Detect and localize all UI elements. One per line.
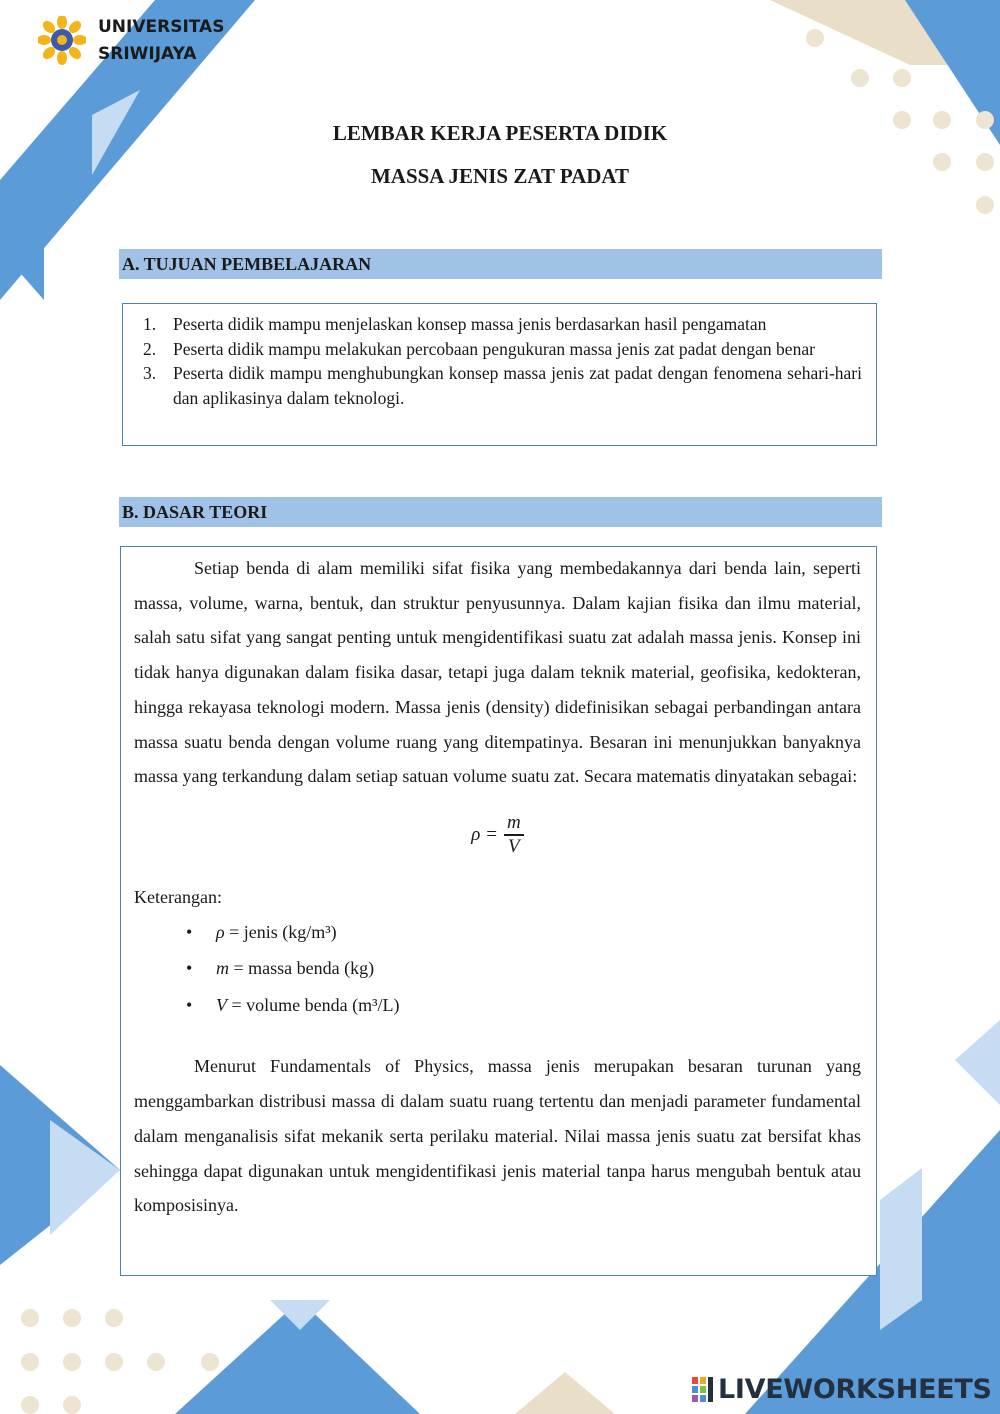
theory-paragraph-2: Menurut Fundamentals of Physics, massa jenis merupakan besaran turunan yang menggambarkan distribusi massa di dalam suatu ruang tertentu dan menjadi parameter fundamental dalam menganalisis sifat mekanik serta perilaku material. Nilai massa jenis suatu zat bersifat khas sehingga dapat digunakan untuk mengidentifikasi jenis material tanpa harus mengubah bentuk atau komposisinya. bbox=[134, 1056, 861, 1216]
definition-text: = volume benda (m³/L) bbox=[231, 994, 400, 1015]
formula-lhs: ρ = bbox=[471, 823, 498, 845]
deco-light-triangle-right bbox=[955, 1020, 1000, 1105]
university-name-line2: SRIWIJAYA bbox=[98, 44, 197, 64]
definition-text: = jenis (kg/m³) bbox=[229, 921, 337, 942]
deco-light-triangle-bottom-left bbox=[50, 1120, 120, 1235]
liveworksheets-wordmark: LIVEWORKSHEETS bbox=[718, 1374, 992, 1405]
definition-symbol: m bbox=[216, 958, 229, 979]
liveworksheets-grid-icon bbox=[692, 1377, 714, 1403]
bullet-icon: • bbox=[186, 921, 193, 942]
list-item-text: Peserta didik mampu menjelaskan konsep massa jenis berdasarkan hasil pengamatan bbox=[173, 314, 767, 334]
university-logo bbox=[38, 14, 224, 68]
list-item-number: 1. bbox=[143, 314, 157, 334]
university-name bbox=[98, 14, 224, 68]
worksheet-title: LEMBAR KERJA PESERTA DIDIK bbox=[332, 121, 668, 145]
density-formula bbox=[134, 806, 861, 864]
university-name-line1: UNIVERSITAS bbox=[98, 17, 225, 37]
theory-paragraph-1: Setiap benda di alam memiliki sifat fisika yang membedakannya dari benda lain, seperti massa, volume, warna, bentuk, dan struktur penyusunnya. Dalam kajian fisika dan ilmu material, salah satu sifat yang sangat penting untuk mengidentifikasi suatu zat adalah massa jenis. Konsep ini tidak hanya digunakan dalam fisika dasar, tetapi juga dalam teknik material, geofisika, kedokteran, hingga rekayasa teknologi modern. Massa jenis (density) didefinisikan sebagai perbandingan antara massa suatu benda dengan volume ruang yang ditempatinya. Besaran ini menunjukkan banyaknya massa yang terkandung dalam setiap satuan volume suatu zat. Secara matematis dinyatakan sebagai: bbox=[134, 558, 861, 787]
list-item bbox=[186, 993, 861, 1030]
definition-text: = massa benda (kg) bbox=[233, 958, 375, 979]
list-item bbox=[186, 920, 861, 957]
sunflower-emblem-icon bbox=[38, 16, 86, 66]
list-item-number: 2. bbox=[143, 338, 157, 359]
formula-numerator: m bbox=[506, 812, 521, 834]
keterangan-label: Keterangan: bbox=[134, 886, 222, 907]
definition-list bbox=[186, 920, 861, 1030]
list-item bbox=[143, 361, 862, 410]
definition-symbol: V bbox=[216, 994, 227, 1015]
learning-objectives-list bbox=[143, 312, 862, 410]
list-item-text: Peserta didik mampu melakukan percobaan pengukuran massa jenis zat padat dengan benar bbox=[173, 338, 815, 359]
section-b-heading: B. DASAR TEORI bbox=[119, 497, 882, 527]
worksheet-subtitle: MASSA JENIS ZAT PADAT bbox=[370, 164, 630, 188]
list-item bbox=[143, 312, 862, 337]
definition-symbol: ρ bbox=[216, 921, 225, 942]
list-item-number: 3. bbox=[143, 363, 157, 383]
deco-dots-bottom-left bbox=[21, 1309, 219, 1414]
theory-box bbox=[120, 546, 877, 1276]
deco-beige-triangle-bottom-center bbox=[515, 1372, 615, 1414]
learning-objectives-box bbox=[122, 303, 877, 446]
list-item bbox=[186, 956, 861, 993]
list-item-text: Peserta didik mampu menghubungkan konsep massa jenis zat padat dengan fenomena sehari-hari dan aplikasinya dalam teknologi. bbox=[173, 363, 862, 408]
section-a-heading: A. TUJUAN PEMBELAJARAN bbox=[119, 249, 882, 279]
formula-denominator: V bbox=[508, 835, 520, 857]
liveworksheets-logo[interactable] bbox=[692, 1374, 992, 1405]
formula-fraction bbox=[504, 812, 524, 857]
bullet-icon: • bbox=[186, 958, 193, 979]
bullet-icon: • bbox=[186, 994, 193, 1015]
list-item bbox=[143, 337, 862, 362]
